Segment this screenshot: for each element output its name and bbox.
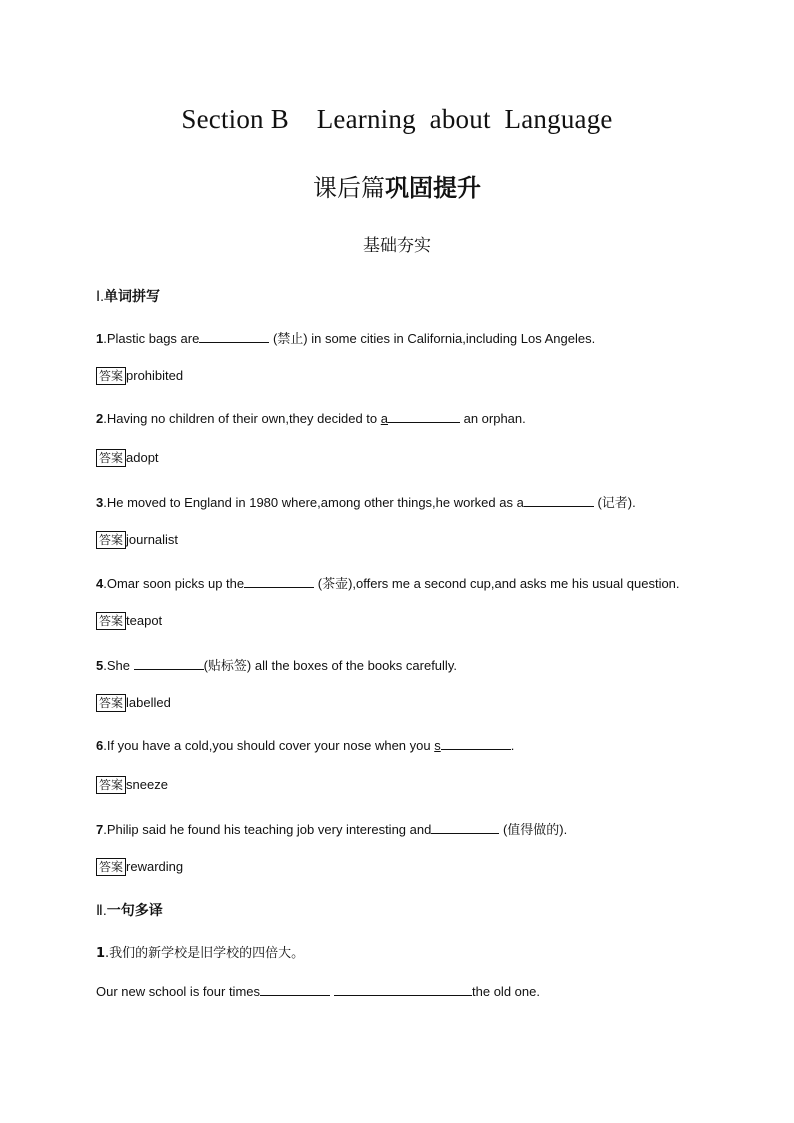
part2-heading xyxy=(96,900,163,920)
translation-question-1 xyxy=(96,942,304,961)
answer-blank xyxy=(431,821,499,834)
subtitle-bold: 巩固提升 xyxy=(385,174,481,202)
answer-blank xyxy=(134,657,204,670)
answer-label-box: 答案 xyxy=(96,449,126,467)
question-5 xyxy=(96,655,457,674)
answer-blank xyxy=(244,575,314,588)
part1-heading-text: 单词拼写 xyxy=(104,289,161,305)
question-text-rest: an orphan. xyxy=(459,411,526,426)
answer-blank-1 xyxy=(260,983,330,996)
question-7 xyxy=(96,819,567,838)
answer-3 xyxy=(96,531,178,549)
answer-5 xyxy=(96,694,171,712)
question-text: .Philip said he found his teaching job very interesting and xyxy=(103,822,432,837)
answer-text: adopt xyxy=(126,450,159,465)
answer-blank xyxy=(441,737,511,750)
question-text-rest: (贴标签) all the boxes of the books carefully. xyxy=(203,658,457,673)
part1-heading-num: Ⅰ. xyxy=(96,288,105,304)
answer-label-box: 答案 xyxy=(96,776,126,794)
answer-1 xyxy=(96,367,183,385)
answer-label-box: 答案 xyxy=(96,858,126,876)
answer-text: rewarding xyxy=(126,859,184,874)
question-3 xyxy=(96,492,636,511)
answer-text: labelled xyxy=(126,695,171,710)
question-number: 3 xyxy=(96,495,104,510)
answer-text: sneeze xyxy=(126,777,168,792)
answer-blank xyxy=(524,494,594,507)
answer-blank-2 xyxy=(334,983,472,996)
answer-2 xyxy=(96,449,159,467)
part1-heading xyxy=(96,286,160,306)
question-1 xyxy=(96,328,595,347)
question-number: 5 xyxy=(96,658,104,673)
question-text-rest: (茶壶),offers me a second cup,and asks me his usual question. xyxy=(314,576,680,591)
part2-heading-num: Ⅱ. xyxy=(96,902,107,918)
question-2 xyxy=(96,410,526,426)
page-subtitle xyxy=(0,168,794,203)
question-text-rest: . xyxy=(510,738,515,753)
question-text: .我们的新学校是旧学校的四倍大。 xyxy=(105,946,305,961)
answer-blank xyxy=(388,410,460,423)
question-4 xyxy=(96,573,680,592)
answer-text: journalist xyxy=(126,532,179,547)
answer-7 xyxy=(96,858,183,876)
answer-label-box: 答案 xyxy=(96,531,126,549)
question-text: .Omar soon picks up the xyxy=(103,576,245,591)
answer-text: prohibited xyxy=(126,368,184,383)
question-text: .If you have a cold,you should cover your nose when you xyxy=(103,738,435,753)
answer-label-box: 答案 xyxy=(96,367,126,385)
question-text: .Having no children of their own,they decided to xyxy=(103,411,381,426)
sentence-end: the old one. xyxy=(472,984,540,999)
page-title: Section B Learning about Language xyxy=(181,104,613,134)
answer-blank xyxy=(199,330,269,343)
question-text: .She xyxy=(103,658,134,673)
question-text-rest: (记者). xyxy=(593,495,636,510)
answer-6 xyxy=(96,776,168,794)
question-text: .Plastic bags are xyxy=(103,331,200,346)
question-number: 6 xyxy=(96,738,104,753)
question-number: 2 xyxy=(96,411,104,426)
question-number: 7 xyxy=(96,822,104,837)
answer-4 xyxy=(96,612,162,630)
part2-heading-text: 一句多译 xyxy=(106,903,163,919)
first-letter-hint: s xyxy=(434,738,441,753)
question-number: 1 xyxy=(96,331,104,346)
subtitle-normal: 课后篇 xyxy=(313,174,385,202)
question-number: 1 xyxy=(96,946,106,961)
sentence-start: Our new school is four times xyxy=(96,984,261,999)
question-text: .He moved to England in 1980 where,among other things,he worked as a xyxy=(103,495,524,510)
answer-label-box: 答案 xyxy=(96,612,126,630)
translation-answer-line xyxy=(96,983,540,999)
answer-label-box: 答案 xyxy=(96,694,126,712)
question-6 xyxy=(96,737,514,753)
answer-text: teapot xyxy=(126,613,163,628)
question-text-rest: (值得做的). xyxy=(499,822,568,837)
question-text-rest: (禁止) in some cities in California,including Los Angeles. xyxy=(269,331,596,346)
section-heading-center: 基础夯实 xyxy=(363,236,431,256)
first-letter-hint: a xyxy=(380,411,388,426)
question-number: 4 xyxy=(96,576,104,591)
